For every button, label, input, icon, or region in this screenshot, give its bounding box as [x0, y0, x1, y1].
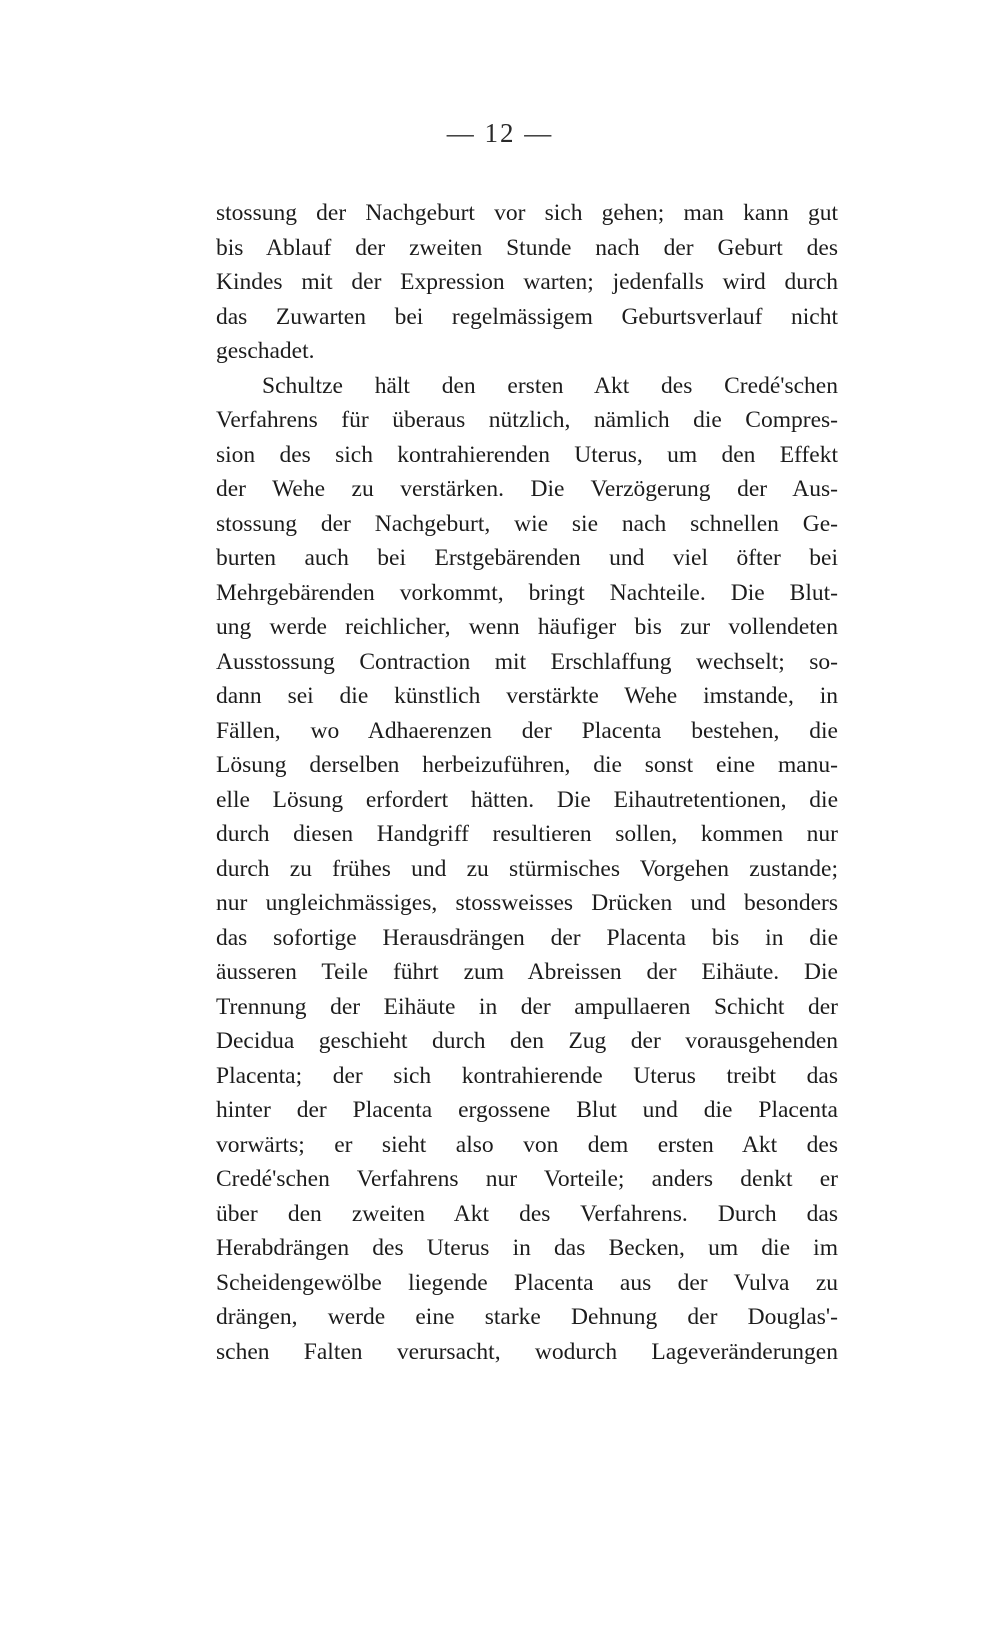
text-line: durch zu frühes und zu stürmisches Vorgehen zustande; [216, 855, 838, 882]
text-line: durch diesen Handgriff resultieren sollen, kommen nur [216, 821, 838, 847]
text-line: Credé'schen Verfahrens nur Vorteile; anders denkt er [216, 1166, 838, 1192]
text-line: der Wehe zu verstärken. Die Verzögerung der Aus- [216, 476, 838, 502]
page-number: — 12 — [446, 118, 554, 148]
body-text [216, 196, 838, 1369]
text-line: Ausstossung Contraction mit Erschlaffung wechselt; so- [216, 648, 838, 675]
text-line: hinter der Placenta ergossene Blut und die Placenta [216, 1097, 838, 1123]
text-line: Lösung derselben herbeizuführen, die sonst eine manu- [216, 752, 838, 778]
text-line: geschadet. [216, 338, 315, 364]
text-line: Schultze hält den ersten Akt des Credé'schen [262, 372, 838, 399]
text-line: stossung der Nachgeburt, wie sie nach schnellen Ge- [216, 510, 838, 537]
text-line: das Zuwarten bei regelmässigem Geburtsverlauf nicht [216, 303, 838, 330]
text-line: Herabdrängen des Uterus in das Becken, um die im [216, 1235, 838, 1261]
text-line: elle Lösung erfordert hätten. Die Eihautretentionen, die [216, 786, 838, 813]
text-line: Kindes mit der Expression warten; jedenfalls wird durch [216, 269, 838, 295]
text-line: das sofortige Herausdrängen der Placenta bis in die [216, 924, 838, 951]
text-line: bis Ablauf der zweiten Stunde nach der Geburt des [216, 234, 838, 261]
text-line: vorwärts; er sieht also von dem ersten Akt des [216, 1131, 838, 1158]
text-line: Mehrgebärenden vorkommt, bringt Nachteile. Die Blut- [216, 579, 838, 606]
text-line: Verfahrens für überaus nützlich, nämlich die Compres- [216, 407, 838, 433]
text-line: nur ungleichmässiges, stossweisses Drücken und besonders [216, 890, 838, 916]
text-line: äusseren Teile führt zum Abreissen der Eihäute. Die [216, 959, 838, 985]
text-line: dann sei die künstlich verstärkte Wehe imstande, in [216, 683, 838, 709]
text-line: Placenta; der sich kontrahierende Uterus treibt das [216, 1062, 838, 1089]
text-line: Scheidengewölbe liegende Placenta aus der Vulva zu [216, 1269, 838, 1296]
text-line: Decidua geschieht durch den Zug der vorausgehenden [216, 1028, 838, 1054]
text-line: sion des sich kontrahierenden Uterus, um den Effekt [216, 441, 838, 468]
text-line: drängen, werde eine starke Dehnung der Douglas'- [216, 1304, 838, 1330]
text-line: Fällen, wo Adhaerenzen der Placenta bestehen, die [216, 717, 838, 744]
text-line: über den zweiten Akt des Verfahrens. Durch das [216, 1200, 838, 1227]
text-line: Trennung der Eihäute in der ampullaeren Schicht der [216, 993, 838, 1020]
text-line: burten auch bei Erstgebärenden und viel öfter bei [216, 545, 838, 571]
text-line: ung werde reichlicher, wenn häufiger bis zur vollendeten [216, 614, 838, 640]
text-line: schen Falten verursacht, wodurch Lageveränderungen [216, 1338, 838, 1365]
text-line: stossung der Nachgeburt vor sich gehen; man kann gut [216, 200, 838, 226]
